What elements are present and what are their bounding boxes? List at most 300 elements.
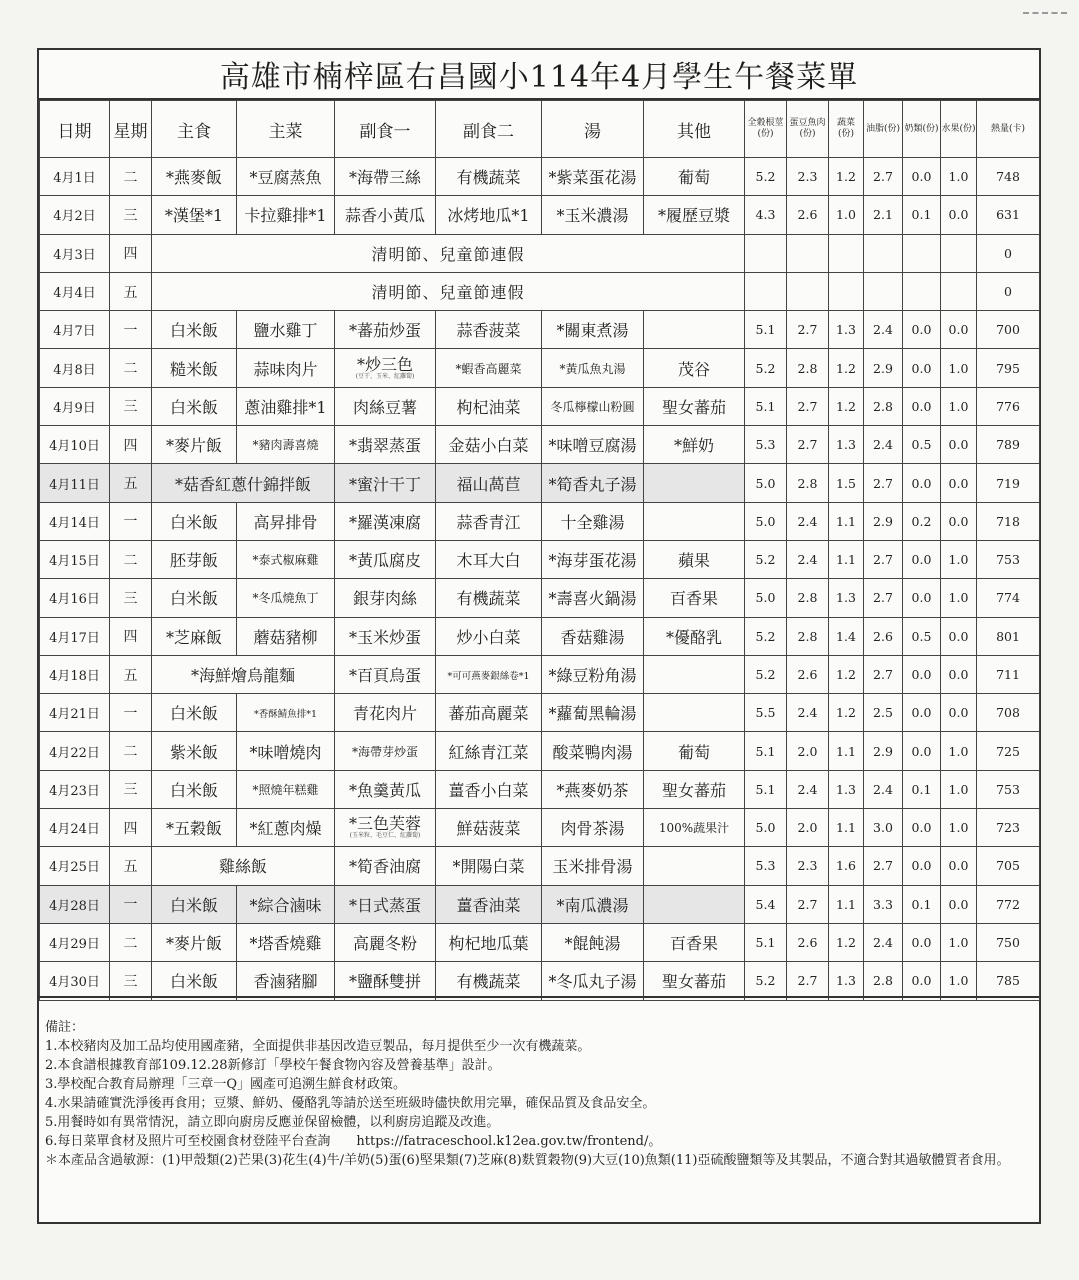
veg-cell: 1.2 <box>829 923 864 961</box>
soup-cell: *味噌豆腐湯 <box>542 426 644 464</box>
fat-cell: 2.1 <box>864 196 903 234</box>
date-cell: 4月11日 <box>40 464 110 502</box>
milk-cell: 0.0 <box>903 540 941 578</box>
veg-cell: 1.3 <box>829 311 864 349</box>
holiday-cell: 清明節、兒童節連假 <box>152 234 745 272</box>
empty-cell <box>745 234 787 272</box>
milk-cell: 0.1 <box>903 196 941 234</box>
side1-cell: *百頁烏蛋 <box>335 655 436 693</box>
side1-cell: *海帶三絲 <box>335 158 436 196</box>
weekday-cell: 五 <box>110 847 152 885</box>
fruit-cell: 0.0 <box>941 196 977 234</box>
grain-cell: 5.2 <box>745 617 787 655</box>
milk-cell: 0.0 <box>903 579 941 617</box>
side2-cell: 蒜香菠菜 <box>436 311 542 349</box>
soup-cell: *燕麥奶茶 <box>542 770 644 808</box>
grain-cell: 5.1 <box>745 770 787 808</box>
side1-cell: 肉絲豆薯 <box>335 387 436 425</box>
main-cell: 糙米飯 <box>152 349 237 387</box>
empty-cell <box>787 234 829 272</box>
veg-cell: 1.3 <box>829 962 864 1000</box>
protein-cell: 2.6 <box>787 655 829 693</box>
soup-cell: *海芽蛋花湯 <box>542 540 644 578</box>
empty-cell <box>941 272 977 310</box>
milk-cell: 0.1 <box>903 770 941 808</box>
grain-cell: 5.5 <box>745 694 787 732</box>
main-cell: *五穀飯 <box>152 809 237 847</box>
soup-cell: 十全雞湯 <box>542 502 644 540</box>
veg-cell: 1.1 <box>829 732 864 770</box>
other-cell: 聖女蕃茄 <box>644 387 745 425</box>
side1-cell: *筍香油腐 <box>335 847 436 885</box>
soup-cell: *餛飩湯 <box>542 923 644 961</box>
table-row <box>40 196 1040 234</box>
page-title: 高雄市楠梓區右昌國小114年4月學生午餐菜單 <box>39 50 1039 100</box>
soup-cell: *紫菜蛋花湯 <box>542 158 644 196</box>
side2-cell: 薑香小白菜 <box>436 770 542 808</box>
note-line: 4.水果請確實洗淨後再食用；豆漿、鮮奶、優酪乳等請於送至班級時儘快飲用完畢，確保品質及食品安全。 <box>45 1096 656 1111</box>
weekday-cell: 四 <box>110 809 152 847</box>
side1-note: (玉米粒、毛豆仁、紅蘿蔔) <box>349 832 421 840</box>
side1-cell: *羅漢凍腐 <box>335 502 436 540</box>
side1-cell: *玉米炒蛋 <box>335 617 436 655</box>
veg-cell: 1.6 <box>829 847 864 885</box>
table-row <box>40 809 1040 847</box>
side1-cell: *鹽酥雙拼 <box>335 962 436 1000</box>
grain-cell: 5.1 <box>745 387 787 425</box>
veg-cell: 1.2 <box>829 694 864 732</box>
milk-cell: 0.5 <box>903 617 941 655</box>
grain-cell: 5.0 <box>745 579 787 617</box>
protein-cell: 2.8 <box>787 464 829 502</box>
side2-cell: 福山萵苣 <box>436 464 542 502</box>
fat-cell: 2.7 <box>864 579 903 617</box>
fruit-cell: 1.0 <box>941 387 977 425</box>
side1-cell: *翡翠蒸蛋 <box>335 426 436 464</box>
side1-cell: *日式蒸蛋 <box>335 885 436 923</box>
fat-cell: 2.5 <box>864 694 903 732</box>
fruit-cell: 0.0 <box>941 426 977 464</box>
weekday-cell: 五 <box>110 272 152 310</box>
main-cell: 白米飯 <box>152 770 237 808</box>
weekday-cell: 二 <box>110 923 152 961</box>
fruit-cell: 1.0 <box>941 962 977 1000</box>
header-other: 其他 <box>644 101 745 158</box>
milk-cell: 0.0 <box>903 962 941 1000</box>
fruit-cell: 0.0 <box>941 502 977 540</box>
date-cell: 4月17日 <box>40 617 110 655</box>
side2-cell: 有機蔬菜 <box>436 579 542 617</box>
main-cell: 紫米飯 <box>152 732 237 770</box>
fruit-cell: 0.0 <box>941 464 977 502</box>
side2-cell: 炒小白菜 <box>436 617 542 655</box>
header-fruit: 水果(份) <box>941 101 977 158</box>
table-row <box>40 732 1040 770</box>
milk-cell: 0.0 <box>903 158 941 196</box>
milk-cell: 0.0 <box>903 694 941 732</box>
main-cell: 胚芽飯 <box>152 540 237 578</box>
note-line: 5.用餐時如有異常情況，請立即向廚房反應並保留檢體，以利廚房追蹤及改進。 <box>45 1115 500 1130</box>
milk-cell: 0.0 <box>903 732 941 770</box>
merged-main-cell: *海鮮燴烏龍麵 <box>152 655 335 693</box>
kcal-cell: 723 <box>977 809 1040 847</box>
veg-cell: 1.0 <box>829 196 864 234</box>
side2-cell: 有機蔬菜 <box>436 158 542 196</box>
notes-section <box>39 996 1039 1222</box>
milk-cell: 0.0 <box>903 809 941 847</box>
veg-cell: 1.5 <box>829 464 864 502</box>
milk-cell: 0.0 <box>903 349 941 387</box>
fat-cell: 2.9 <box>864 349 903 387</box>
grain-cell: 5.2 <box>745 962 787 1000</box>
soup-cell: *筍香丸子湯 <box>542 464 644 502</box>
main-cell: 白米飯 <box>152 311 237 349</box>
main-dish-cell: *豬肉壽喜燒 <box>237 426 335 464</box>
empty-cell <box>903 272 941 310</box>
kcal-cell: 785 <box>977 962 1040 1000</box>
fat-cell: 2.7 <box>864 540 903 578</box>
note-line: 2.本食譜根據教育部109.12.28新修訂「學校午餐食物內容及營養基準」設計。 <box>45 1058 501 1073</box>
main-cell: *燕麥飯 <box>152 158 237 196</box>
side2-cell: 蕃茄高麗菜 <box>436 694 542 732</box>
main-cell: 白米飯 <box>152 502 237 540</box>
kcal-cell: 719 <box>977 464 1040 502</box>
weekday-cell: 一 <box>110 694 152 732</box>
header-main-dish: 主菜 <box>237 101 335 158</box>
other-cell <box>644 655 745 693</box>
empty-cell <box>745 272 787 310</box>
main-dish-cell: 鹽水雞丁 <box>237 311 335 349</box>
protein-cell: 2.3 <box>787 158 829 196</box>
veg-cell: 1.3 <box>829 770 864 808</box>
other-cell: *履歷豆漿 <box>644 196 745 234</box>
other-cell <box>644 311 745 349</box>
main-cell: *芝麻飯 <box>152 617 237 655</box>
kcal-cell: 772 <box>977 885 1040 923</box>
veg-cell: 1.3 <box>829 426 864 464</box>
date-cell: 4月28日 <box>40 885 110 923</box>
empty-cell <box>941 234 977 272</box>
main-cell: 白米飯 <box>152 579 237 617</box>
date-cell: 4月15日 <box>40 540 110 578</box>
grain-cell: 5.0 <box>745 464 787 502</box>
header-side2: 副食二 <box>436 101 542 158</box>
kcal-cell: 0 <box>977 272 1040 310</box>
other-cell: 百香果 <box>644 579 745 617</box>
fruit-cell: 1.0 <box>941 732 977 770</box>
main-dish-cell: *香酥鯖魚排*1 <box>237 694 335 732</box>
fat-cell: 2.4 <box>864 770 903 808</box>
main-dish-cell: 卡拉雞排*1 <box>237 196 335 234</box>
merged-main-cell: *菇香紅蔥什錦拌飯 <box>152 464 335 502</box>
fruit-cell: 1.0 <box>941 770 977 808</box>
protein-cell: 2.7 <box>787 387 829 425</box>
grain-cell: 5.3 <box>745 426 787 464</box>
header-veg: 蔬菜(份) <box>829 101 864 158</box>
weekday-cell: 三 <box>110 770 152 808</box>
main-cell: 白米飯 <box>152 962 237 1000</box>
veg-cell: 1.1 <box>829 540 864 578</box>
veg-cell: 1.1 <box>829 885 864 923</box>
soup-cell: 玉米排骨湯 <box>542 847 644 885</box>
grain-cell: 5.3 <box>745 847 787 885</box>
weekday-cell: 三 <box>110 196 152 234</box>
date-cell: 4月9日 <box>40 387 110 425</box>
kcal-cell: 801 <box>977 617 1040 655</box>
grain-cell: 5.0 <box>745 809 787 847</box>
menu-sheet <box>37 48 1041 1224</box>
side1-cell: *黃瓜腐皮 <box>335 540 436 578</box>
fat-cell: 2.4 <box>864 426 903 464</box>
fat-cell: 2.6 <box>864 617 903 655</box>
date-cell: 4月25日 <box>40 847 110 885</box>
veg-cell: 1.2 <box>829 158 864 196</box>
protein-cell: 2.8 <box>787 349 829 387</box>
holiday-cell: 清明節、兒童節連假 <box>152 272 745 310</box>
other-cell: 葡萄 <box>644 732 745 770</box>
protein-cell: 2.8 <box>787 579 829 617</box>
fat-cell: 3.3 <box>864 885 903 923</box>
empty-cell <box>864 234 903 272</box>
kcal-cell: 789 <box>977 426 1040 464</box>
grain-cell: 5.2 <box>745 540 787 578</box>
header-grain: 全穀根莖(份) <box>745 101 787 158</box>
fruit-cell: 0.0 <box>941 694 977 732</box>
side2-cell: 木耳大白 <box>436 540 542 578</box>
soup-cell: 肉骨茶湯 <box>542 809 644 847</box>
scan-artifact <box>1023 12 1067 18</box>
side1-cell: 高麗冬粉 <box>335 923 436 961</box>
table-row <box>40 655 1040 693</box>
fruit-cell: 1.0 <box>941 579 977 617</box>
header-milk: 奶類(份) <box>903 101 941 158</box>
empty-cell <box>903 234 941 272</box>
veg-cell: 1.2 <box>829 349 864 387</box>
fruit-cell: 1.0 <box>941 809 977 847</box>
weekday-cell: 三 <box>110 579 152 617</box>
notes-heading: 備註： <box>45 1020 85 1035</box>
table-row-holiday <box>40 272 1040 310</box>
weekday-cell: 三 <box>110 962 152 1000</box>
header-weekday: 星期 <box>110 101 152 158</box>
main-dish-cell: 高昇排骨 <box>237 502 335 540</box>
protein-cell: 2.7 <box>787 962 829 1000</box>
main-cell: *麥片飯 <box>152 923 237 961</box>
table-row <box>40 847 1040 885</box>
weekday-cell: 二 <box>110 732 152 770</box>
menu-rows <box>40 158 1040 1001</box>
milk-cell: 0.0 <box>903 311 941 349</box>
protein-cell: 2.4 <box>787 540 829 578</box>
date-cell: 4月8日 <box>40 349 110 387</box>
main-cell: *漢堡*1 <box>152 196 237 234</box>
side2-cell: *開陽白菜 <box>436 847 542 885</box>
table-row <box>40 617 1040 655</box>
main-cell: 白米飯 <box>152 387 237 425</box>
other-cell: 茂谷 <box>644 349 745 387</box>
protein-cell: 2.8 <box>787 617 829 655</box>
protein-cell: 2.7 <box>787 426 829 464</box>
weekday-cell: 五 <box>110 464 152 502</box>
fruit-cell: 1.0 <box>941 349 977 387</box>
fat-cell: 2.7 <box>864 655 903 693</box>
side2-cell: 蒜香青江 <box>436 502 542 540</box>
soup-cell: *關東煮湯 <box>542 311 644 349</box>
date-cell: 4月4日 <box>40 272 110 310</box>
milk-cell: 0.0 <box>903 847 941 885</box>
allergen-note: ＊本產品含過敏源：(1)甲殼類(2)芒果(3)花生(4)牛/羊奶(5)蛋(6)堅果類(7)芝麻(8)麩質穀物(9)大豆(10)魚類(11)亞硫酸鹽類等及其製品，不適合對其過敏體質者食用。 <box>45 1153 1010 1168</box>
fat-cell: 2.7 <box>864 847 903 885</box>
protein-cell: 2.0 <box>787 809 829 847</box>
weekday-cell: 四 <box>110 617 152 655</box>
date-cell: 4月16日 <box>40 579 110 617</box>
other-cell <box>644 885 745 923</box>
side1-label: *三色芙蓉 <box>348 814 421 834</box>
fat-cell: 2.8 <box>864 962 903 1000</box>
table-row <box>40 349 1040 387</box>
milk-cell: 0.0 <box>903 464 941 502</box>
kcal-cell: 700 <box>977 311 1040 349</box>
fruit-cell: 0.0 <box>941 655 977 693</box>
fat-cell: 2.9 <box>864 502 903 540</box>
soup-cell: *玉米濃湯 <box>542 196 644 234</box>
side2-cell: 紅絲青江菜 <box>436 732 542 770</box>
soup-cell: 酸菜鴨肉湯 <box>542 732 644 770</box>
main-cell: 白米飯 <box>152 885 237 923</box>
weekday-cell: 一 <box>110 311 152 349</box>
kcal-cell: 774 <box>977 579 1040 617</box>
table-row <box>40 426 1040 464</box>
side1-cell: 青花肉片 <box>335 694 436 732</box>
protein-cell: 2.6 <box>787 196 829 234</box>
grain-cell: 5.2 <box>745 655 787 693</box>
table-row <box>40 464 1040 502</box>
weekday-cell: 四 <box>110 234 152 272</box>
date-cell: 4月1日 <box>40 158 110 196</box>
table-row <box>40 962 1040 1000</box>
weekday-cell: 三 <box>110 387 152 425</box>
date-cell: 4月2日 <box>40 196 110 234</box>
main-dish-cell: *塔香燒雞 <box>237 923 335 961</box>
protein-cell: 2.7 <box>787 885 829 923</box>
fat-cell: 2.4 <box>864 311 903 349</box>
main-dish-cell: *綜合滷味 <box>237 885 335 923</box>
soup-cell: *冬瓜丸子湯 <box>542 962 644 1000</box>
date-cell: 4月23日 <box>40 770 110 808</box>
fat-cell: 2.7 <box>864 464 903 502</box>
table-row <box>40 311 1040 349</box>
veg-cell: 1.2 <box>829 655 864 693</box>
soup-cell: *壽喜火鍋湯 <box>542 579 644 617</box>
grain-cell: 5.4 <box>745 885 787 923</box>
weekday-cell: 二 <box>110 158 152 196</box>
other-cell: 百香果 <box>644 923 745 961</box>
date-cell: 4月10日 <box>40 426 110 464</box>
side2-cell: 枸杞地瓜葉 <box>436 923 542 961</box>
fat-cell: 2.7 <box>864 158 903 196</box>
fruit-cell: 0.0 <box>941 847 977 885</box>
main-dish-cell: *照燒年糕雞 <box>237 770 335 808</box>
protein-cell: 2.4 <box>787 502 829 540</box>
side2-cell: 薑香油菜 <box>436 885 542 923</box>
table-row <box>40 694 1040 732</box>
milk-cell: 0.2 <box>903 502 941 540</box>
main-dish-cell: 蘑菇豬柳 <box>237 617 335 655</box>
other-cell <box>644 694 745 732</box>
protein-cell: 2.7 <box>787 311 829 349</box>
main-dish-cell: 蔥油雞排*1 <box>237 387 335 425</box>
empty-cell <box>829 272 864 310</box>
date-cell: 4月29日 <box>40 923 110 961</box>
kcal-cell: 705 <box>977 847 1040 885</box>
kcal-cell: 711 <box>977 655 1040 693</box>
other-cell: 蘋果 <box>644 540 745 578</box>
side2-cell: *蝦香高麗菜 <box>436 349 542 387</box>
fruit-cell: 0.0 <box>941 311 977 349</box>
protein-cell: 2.0 <box>787 732 829 770</box>
header-protein: 蛋豆魚肉(份) <box>787 101 829 158</box>
side1-note: (豆干、玉米、紅蘿蔔) <box>355 372 415 380</box>
protein-cell: 2.3 <box>787 847 829 885</box>
table-row <box>40 387 1040 425</box>
side2-cell: 冰烤地瓜*1 <box>436 196 542 234</box>
main-dish-cell: 香滷豬腳 <box>237 962 335 1000</box>
veg-cell: 1.2 <box>829 387 864 425</box>
note-line: 1.本校豬肉及加工品均使用國產豬，全面提供非基因改造豆製品，每月提供至少一次有機蔬菜。 <box>45 1039 591 1054</box>
date-cell: 4月7日 <box>40 311 110 349</box>
main-dish-cell: *冬瓜燒魚丁 <box>237 579 335 617</box>
side1-cell: 蒜香小黃瓜 <box>335 196 436 234</box>
main-dish-cell: *紅蔥肉燥 <box>237 809 335 847</box>
fruit-cell: 1.0 <box>941 540 977 578</box>
soup-cell: 香菇雞湯 <box>542 617 644 655</box>
header-kcal: 熱量(卡) <box>977 101 1040 158</box>
fruit-cell: 1.0 <box>941 923 977 961</box>
grain-cell: 4.3 <box>745 196 787 234</box>
main-cell: *麥片飯 <box>152 426 237 464</box>
milk-cell: 0.0 <box>903 655 941 693</box>
milk-cell: 0.0 <box>903 387 941 425</box>
grain-cell: 5.0 <box>745 502 787 540</box>
weekday-cell: 五 <box>110 655 152 693</box>
side1-label: *炒三色 <box>356 354 413 374</box>
kcal-cell: 708 <box>977 694 1040 732</box>
other-cell: *鮮奶 <box>644 426 745 464</box>
table-row <box>40 770 1040 808</box>
side1-cell <box>335 809 436 847</box>
fat-cell: 2.4 <box>864 923 903 961</box>
empty-cell <box>787 272 829 310</box>
grain-cell: 5.1 <box>745 732 787 770</box>
fruit-cell: 0.0 <box>941 617 977 655</box>
side1-cell: *蜜汁干丁 <box>335 464 436 502</box>
grain-cell: 5.2 <box>745 349 787 387</box>
other-cell <box>644 464 745 502</box>
table-row <box>40 158 1040 196</box>
date-cell: 4月22日 <box>40 732 110 770</box>
kcal-cell: 748 <box>977 158 1040 196</box>
note-line: 6.每日菜單食材及照片可至校園食材登陸平台查詢 https://fatraceschool.k12ea.gov.tw/frontend/。 <box>45 1134 662 1149</box>
veg-cell: 1.4 <box>829 617 864 655</box>
date-cell: 4月30日 <box>40 962 110 1000</box>
weekday-cell: 一 <box>110 885 152 923</box>
kcal-cell: 750 <box>977 923 1040 961</box>
main-dish-cell: 蒜味肉片 <box>237 349 335 387</box>
table-row <box>40 885 1040 923</box>
other-cell: *優酪乳 <box>644 617 745 655</box>
milk-cell: 0.1 <box>903 885 941 923</box>
fat-cell: 2.9 <box>864 732 903 770</box>
